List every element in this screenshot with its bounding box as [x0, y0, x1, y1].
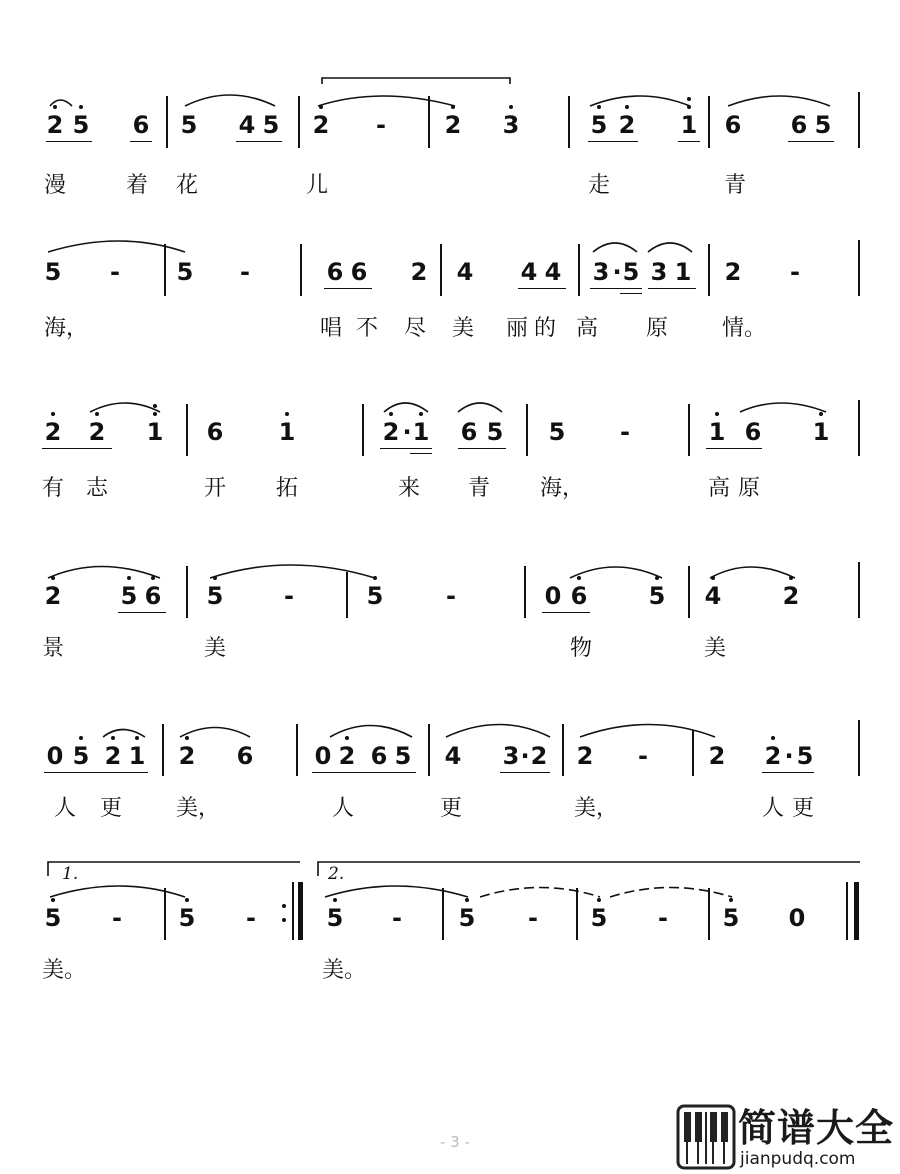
note: 6 [132, 111, 150, 139]
lyric: 原 [646, 316, 669, 341]
barline [428, 724, 430, 776]
barline [524, 566, 526, 618]
underline [458, 448, 506, 449]
note: - [528, 904, 538, 932]
high-dot [135, 736, 139, 740]
high-dot [53, 105, 57, 109]
note: - [658, 904, 668, 932]
barline [164, 244, 166, 296]
high-dot [789, 576, 793, 580]
lyric: 青 [468, 476, 491, 501]
high-dot [771, 736, 775, 740]
note: 6 [206, 418, 224, 446]
underline [46, 141, 92, 142]
underline [236, 141, 282, 142]
note: - [240, 258, 250, 286]
lyric: 美 [704, 636, 727, 661]
note: 6 [570, 582, 588, 610]
logo-title: 简谱大全 [738, 1106, 895, 1150]
barline [858, 240, 860, 296]
high-dot [625, 105, 629, 109]
note: 2 [782, 582, 800, 610]
high-dot [655, 576, 659, 580]
high-dot [51, 576, 55, 580]
note: · [520, 742, 530, 770]
repeat-dot [282, 918, 286, 922]
underline [762, 772, 814, 773]
note: 5 [326, 904, 344, 932]
note: 2 [410, 258, 428, 286]
barline [296, 724, 298, 776]
note: - [112, 904, 122, 932]
lyric: 青 [724, 173, 747, 198]
high-dot [213, 576, 217, 580]
high-dot [333, 898, 337, 902]
barline [858, 720, 860, 776]
note: - [790, 258, 800, 286]
barline [858, 92, 860, 148]
lyric: 原 [738, 476, 761, 501]
note: 6 [144, 582, 162, 610]
note: 1 [278, 418, 296, 446]
underline [130, 141, 152, 142]
note: 5 [180, 111, 198, 139]
barline [708, 244, 710, 296]
note: 2 [764, 742, 782, 770]
note: 3 [650, 258, 668, 286]
high-dot [79, 105, 83, 109]
barline [568, 96, 570, 148]
note: 5 [796, 742, 814, 770]
underline [312, 772, 416, 773]
lyric: 花 [176, 173, 199, 198]
note: 2 [46, 111, 64, 139]
note: 5 [262, 111, 280, 139]
underline [410, 453, 432, 454]
high-dot [345, 736, 349, 740]
high-dot [79, 736, 83, 740]
underline [706, 448, 762, 449]
barline [166, 96, 168, 148]
lyric: 景 [42, 636, 65, 661]
note: 5 [72, 742, 90, 770]
barline [442, 888, 444, 940]
lyric: 着 [126, 173, 149, 198]
barline [562, 724, 564, 776]
high-dot [373, 576, 377, 580]
lyric: 儿 [306, 173, 329, 198]
note: 0 [788, 904, 806, 932]
note: 1 [708, 418, 726, 446]
lyric: 高 [708, 476, 731, 501]
high-dot [153, 404, 157, 408]
piano-keys-icon [676, 1104, 736, 1170]
note: 5 [44, 258, 62, 286]
note: 4 [544, 258, 562, 286]
final-thick-barline [854, 882, 859, 940]
lyric: 美， [176, 796, 221, 821]
note: 5 [206, 582, 224, 610]
high-dot [151, 576, 155, 580]
note: 5 [590, 904, 608, 932]
lyric: 不 [356, 316, 379, 341]
high-dot [185, 736, 189, 740]
underline [324, 288, 372, 289]
note: 6 [350, 258, 368, 286]
lyric: 美 [452, 316, 475, 341]
note: 2 [88, 418, 106, 446]
underline [678, 141, 700, 142]
note: · [612, 258, 622, 286]
lyric: 走 [588, 173, 611, 198]
note: 2 [618, 111, 636, 139]
lyric: 拓 [276, 476, 299, 501]
note: 4 [520, 258, 538, 286]
underline [380, 448, 432, 449]
logo-url: jianpudq.com [740, 1149, 856, 1169]
note: 2 [708, 742, 726, 770]
lyric: 人 [332, 796, 355, 821]
high-dot [319, 105, 323, 109]
high-dot [509, 105, 513, 109]
note: 5 [622, 258, 640, 286]
barline [428, 96, 430, 148]
note: - [446, 582, 456, 610]
note: 5 [486, 418, 504, 446]
high-dot [451, 105, 455, 109]
underline [590, 288, 642, 289]
note: 4 [704, 582, 722, 610]
high-dot [597, 898, 601, 902]
high-dot [729, 898, 733, 902]
note: 5 [590, 111, 608, 139]
note: 2 [576, 742, 594, 770]
note: 0 [544, 582, 562, 610]
lyric: 的 [534, 316, 557, 341]
note: - [284, 582, 294, 610]
note: 2 [530, 742, 548, 770]
note: - [376, 111, 386, 139]
barline [298, 96, 300, 148]
lyric: 有 [42, 476, 65, 501]
underline [500, 772, 550, 773]
high-dot [51, 412, 55, 416]
lyric: 美。 [322, 958, 367, 983]
barline [688, 566, 690, 618]
note: 2 [382, 418, 400, 446]
note: 4 [444, 742, 462, 770]
high-dot [153, 412, 157, 416]
note: 3 [592, 258, 610, 286]
lyric: 漫 [44, 173, 67, 198]
barline [858, 400, 860, 456]
lyric: 高 [576, 316, 599, 341]
lyric: 人 [54, 796, 77, 821]
first-ending-label: 1. [62, 864, 79, 884]
note: 5 [648, 582, 666, 610]
barline [692, 730, 694, 776]
note: 1 [128, 742, 146, 770]
note: 1 [146, 418, 164, 446]
lyric: 丽 [506, 316, 529, 341]
high-dot [95, 412, 99, 416]
underline [788, 141, 834, 142]
note: 0 [46, 742, 64, 770]
lyric: 美。 [42, 958, 87, 983]
high-dot [715, 412, 719, 416]
lyric: 人 [762, 796, 785, 821]
repeat-barline [292, 882, 294, 940]
barline [162, 724, 164, 776]
underline [44, 772, 148, 773]
high-dot [285, 412, 289, 416]
barline [362, 404, 364, 456]
note: - [392, 904, 402, 932]
second-ending-label: 2. [328, 864, 345, 884]
lyric: 来 [398, 476, 421, 501]
lyric: 更 [792, 796, 815, 821]
note: 2 [44, 582, 62, 610]
underline [118, 612, 166, 613]
note: 4 [238, 111, 256, 139]
barline [708, 96, 710, 148]
page-number: - 3 - [440, 1133, 470, 1151]
note: 3 [502, 742, 520, 770]
barline [346, 572, 348, 618]
note: 6 [724, 111, 742, 139]
note: 4 [456, 258, 474, 286]
underline [542, 612, 590, 613]
underline [42, 448, 112, 449]
barline [708, 888, 710, 940]
high-dot [389, 412, 393, 416]
high-dot [819, 412, 823, 416]
note: 5 [178, 904, 196, 932]
note: 1 [680, 111, 698, 139]
high-dot [465, 898, 469, 902]
barline [186, 404, 188, 456]
lyric: 美， [574, 796, 619, 821]
note: 6 [790, 111, 808, 139]
note: 5 [44, 904, 62, 932]
lyric: 海， [540, 476, 585, 501]
note: 1 [812, 418, 830, 446]
barline [688, 404, 690, 456]
barline [440, 244, 442, 296]
note: - [620, 418, 630, 446]
high-dot [687, 97, 691, 101]
note: 1 [674, 258, 692, 286]
note: 5 [394, 742, 412, 770]
note: 5 [548, 418, 566, 446]
underline [620, 293, 642, 294]
note: 2 [44, 418, 62, 446]
note: 5 [722, 904, 740, 932]
note: 5 [176, 258, 194, 286]
note: - [110, 258, 120, 286]
high-dot [111, 736, 115, 740]
site-logo[interactable] [676, 1104, 900, 1174]
high-dot [127, 576, 131, 580]
barline [186, 566, 188, 618]
note: 6 [370, 742, 388, 770]
barline [576, 888, 578, 940]
high-dot [597, 105, 601, 109]
lyric: 更 [440, 796, 463, 821]
lyric: 唱 [320, 316, 343, 341]
underline [518, 288, 566, 289]
note: 6 [744, 418, 762, 446]
note: · [402, 418, 412, 446]
note: 2 [444, 111, 462, 139]
note: 6 [460, 418, 478, 446]
note: 2 [724, 258, 742, 286]
note: 2 [104, 742, 122, 770]
repeat-dot [282, 904, 286, 908]
note: 6 [236, 742, 254, 770]
barline [858, 562, 860, 618]
lyric: 开 [204, 476, 227, 501]
note: 5 [120, 582, 138, 610]
underline [648, 288, 696, 289]
note: - [246, 904, 256, 932]
note: 1 [412, 418, 430, 446]
note: 2 [312, 111, 330, 139]
lyric: 更 [100, 796, 123, 821]
lyric: 情。 [722, 316, 767, 341]
high-dot [577, 576, 581, 580]
underline [588, 141, 638, 142]
note: 5 [72, 111, 90, 139]
lyric: 尽 [404, 316, 427, 341]
lyric: 海， [44, 316, 89, 341]
barline [300, 244, 302, 296]
high-dot [711, 576, 715, 580]
note: 0 [314, 742, 332, 770]
note: 2 [338, 742, 356, 770]
high-dot [419, 412, 423, 416]
barline [578, 244, 580, 296]
lyric: 美 [204, 636, 227, 661]
note: 2 [178, 742, 196, 770]
barline [526, 404, 528, 456]
repeat-thick-barline [298, 882, 303, 940]
note: 3 [502, 111, 520, 139]
note: · [784, 742, 794, 770]
high-dot [185, 898, 189, 902]
note: 6 [326, 258, 344, 286]
high-dot [687, 105, 691, 109]
high-dot [51, 898, 55, 902]
note: 5 [458, 904, 476, 932]
lyric: 物 [570, 636, 593, 661]
note: - [638, 742, 648, 770]
lyric: 志 [86, 476, 109, 501]
note: 5 [366, 582, 384, 610]
final-thin-barline [846, 882, 848, 940]
barline [164, 888, 166, 940]
note: 5 [814, 111, 832, 139]
